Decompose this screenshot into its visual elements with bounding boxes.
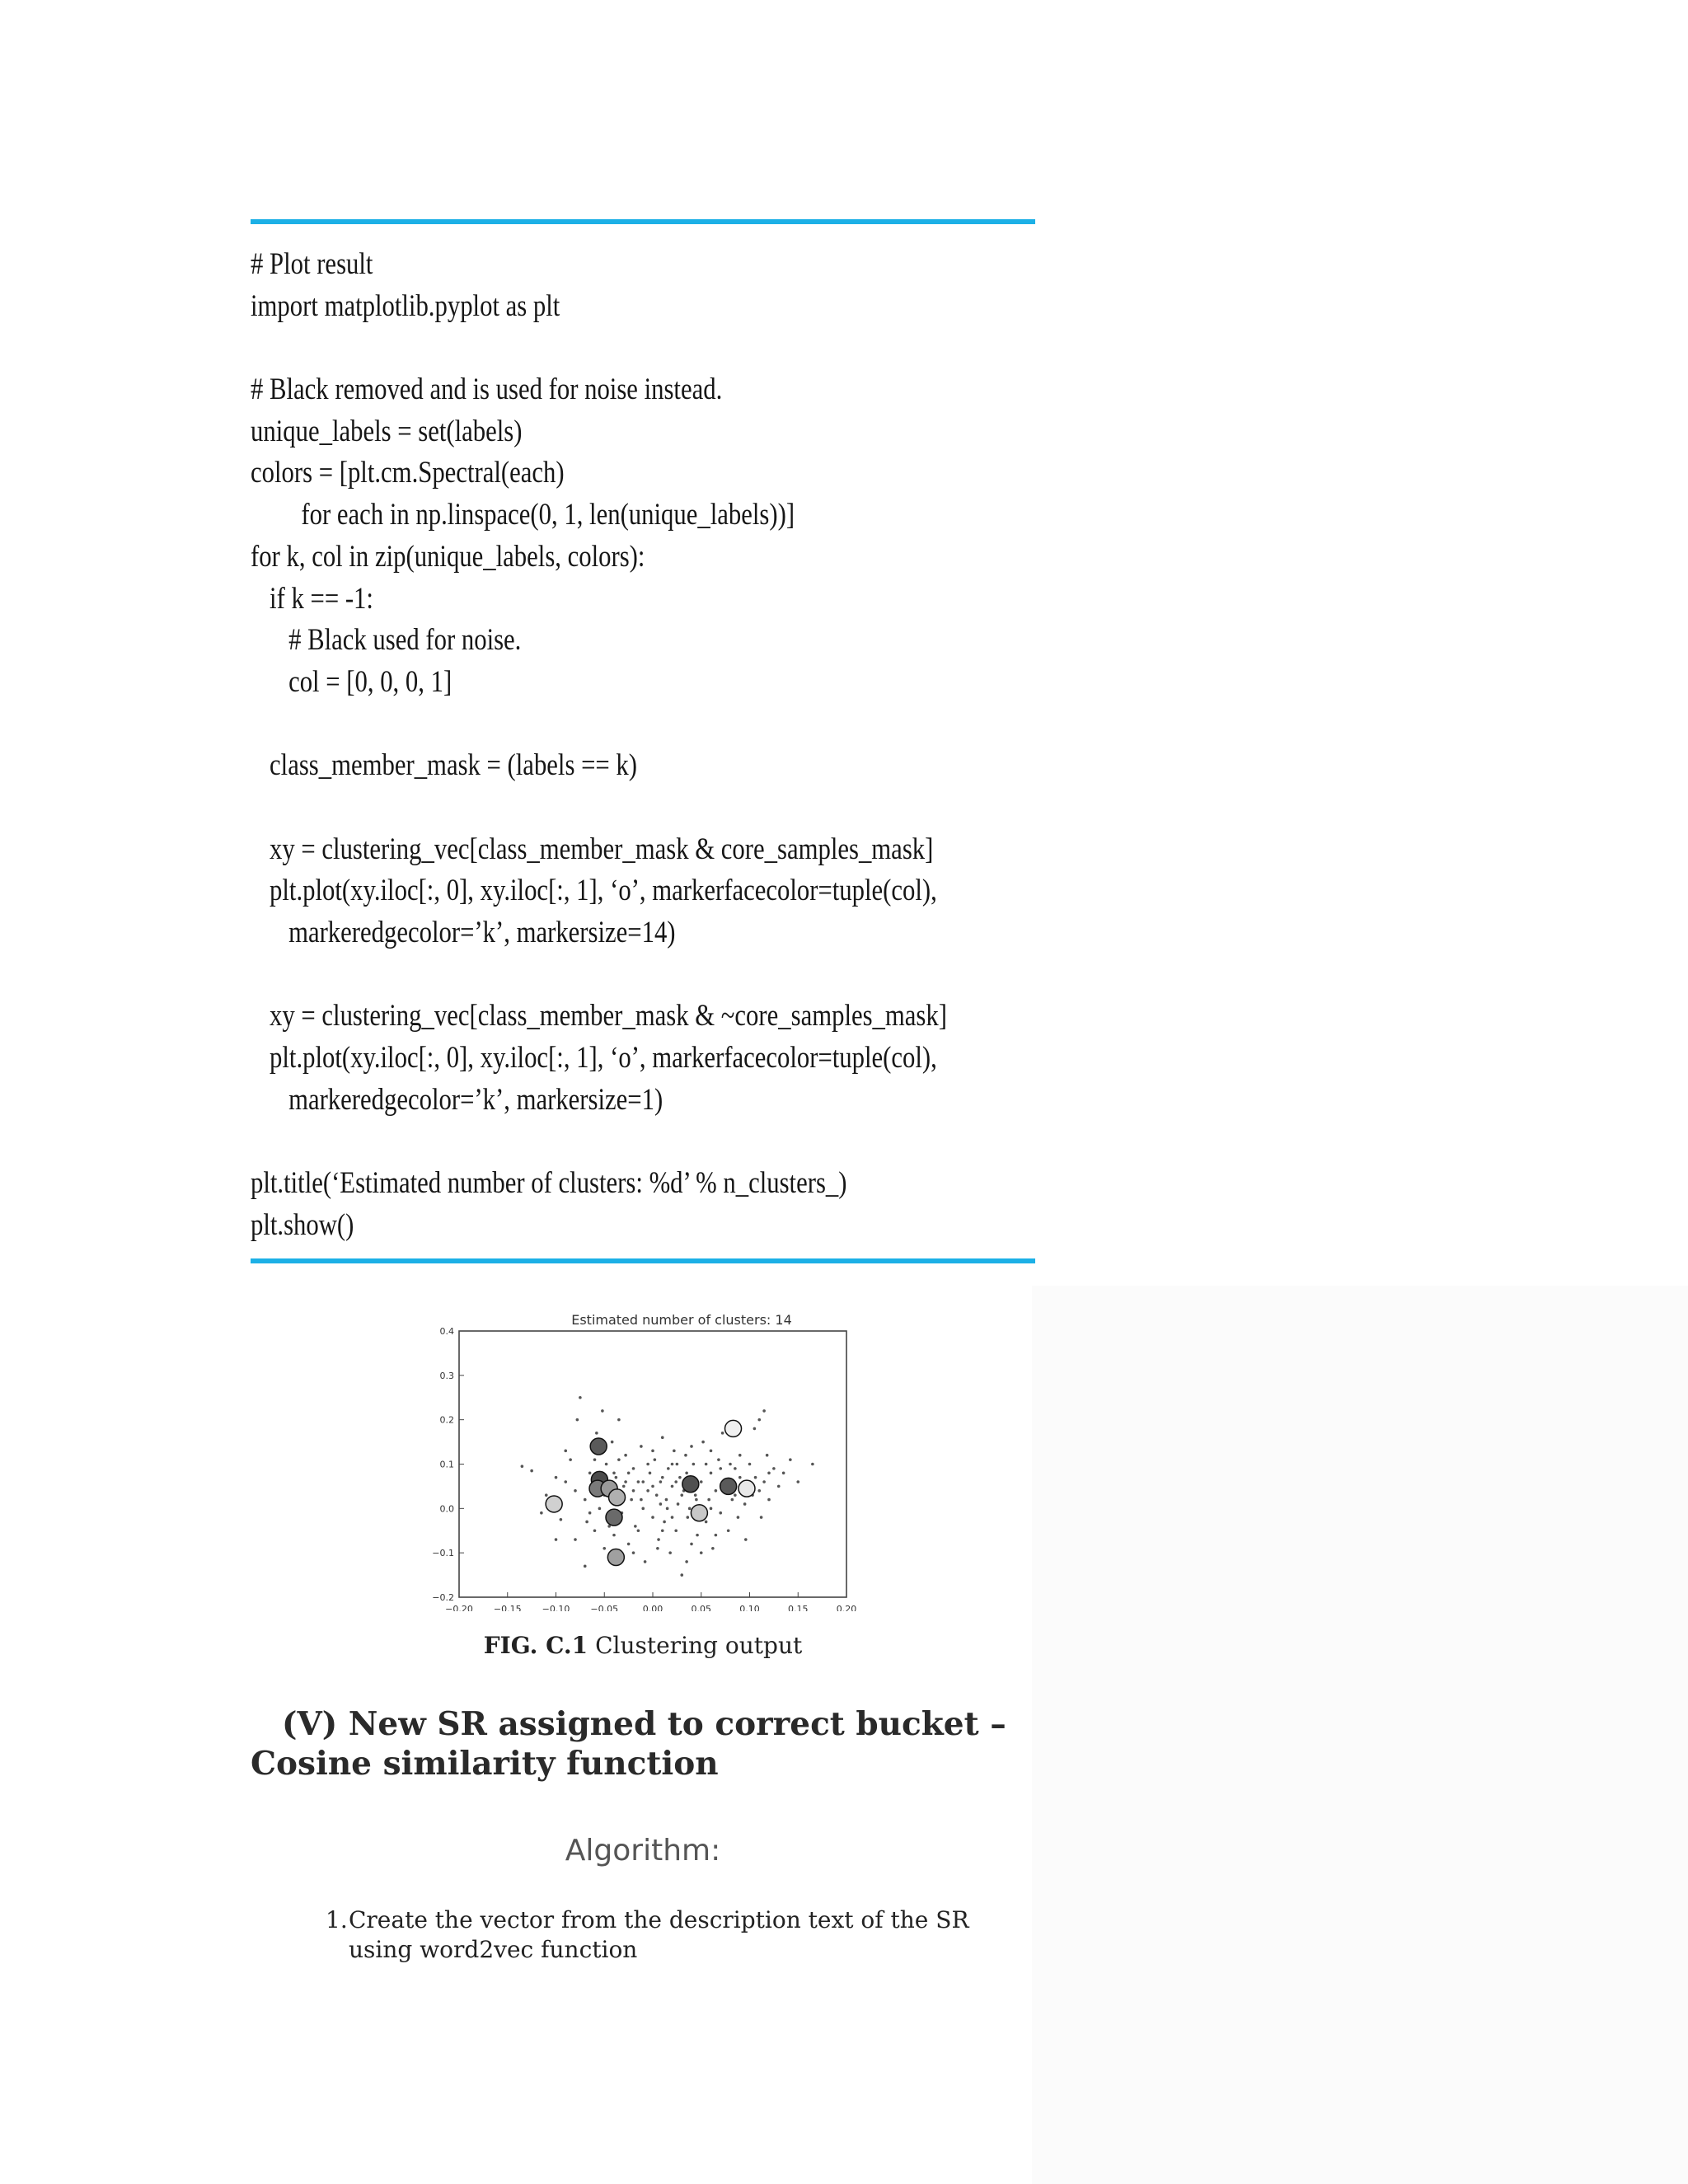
noise-point (545, 1493, 548, 1497)
noise-point (772, 1467, 776, 1470)
noise-point (601, 1409, 604, 1413)
core-point (609, 1489, 626, 1506)
code-line: class_member_mask = (labels == k) (251, 748, 637, 783)
noise-point (665, 1498, 668, 1502)
noise-point (715, 1534, 718, 1537)
x-tick-label: −0.10 (542, 1604, 570, 1611)
noise-point (595, 1432, 598, 1435)
code-line: # Black removed and is used for noise instead. (251, 373, 723, 407)
code-line: unique_labels = set(labels) (251, 414, 523, 448)
noise-point (579, 1396, 582, 1399)
noise-point (668, 1551, 672, 1554)
noise-point (593, 1529, 597, 1532)
core-point (682, 1476, 699, 1493)
y-tick-label: −0.2 (432, 1592, 454, 1603)
noise-point (627, 1543, 631, 1546)
noise-point (555, 1538, 558, 1541)
noise-point (617, 1418, 621, 1422)
noise-point (651, 1516, 654, 1519)
noise-point (701, 1441, 705, 1444)
code-line (251, 327, 907, 369)
code-line: xy = clustering_vec[class_member_mask & ~core_samples_mask] (251, 999, 947, 1033)
noise-point (646, 1489, 649, 1493)
noise-point (663, 1521, 666, 1524)
code-line: for each in np.linspace(0, 1, len(unique_labels))] (251, 498, 795, 532)
noise-point (719, 1467, 722, 1470)
noise-point (710, 1507, 713, 1511)
noise-point (521, 1465, 524, 1468)
noise-point (685, 1560, 688, 1563)
noise-point (576, 1418, 579, 1422)
noise-point (762, 1409, 766, 1413)
noise-point (789, 1458, 792, 1461)
noise-point (646, 1463, 649, 1466)
noise-point (574, 1489, 577, 1493)
noise-point (666, 1507, 669, 1511)
noise-point (757, 1418, 761, 1422)
noise-point (715, 1489, 718, 1493)
x-tick-label: −0.20 (445, 1604, 473, 1611)
noise-point (555, 1476, 558, 1479)
noise-point (796, 1480, 799, 1483)
noise-point (688, 1507, 692, 1511)
noise-point (588, 1471, 592, 1474)
noise-point (661, 1476, 664, 1479)
noise-point (641, 1507, 645, 1511)
figure-caption-text: Clustering output (595, 1632, 803, 1659)
x-tick-label: 0.15 (788, 1604, 809, 1611)
noise-point (721, 1432, 724, 1435)
noise-point (671, 1516, 674, 1519)
code-line (251, 954, 907, 996)
noise-point (564, 1450, 567, 1453)
noise-point (651, 1450, 654, 1453)
figure-caption-label: FIG. C.1 (483, 1632, 588, 1659)
noise-point (678, 1476, 682, 1479)
figure-caption (0, 1632, 1286, 1659)
step-text: Create the vector from the description text of the SR using word2vec function (349, 1906, 969, 1963)
page-background-shade (1032, 1286, 1688, 2184)
y-tick-label: 0.1 (439, 1459, 454, 1470)
noise-point (734, 1493, 737, 1497)
noise-point (690, 1445, 693, 1448)
noise-point (624, 1480, 627, 1483)
noise-point (622, 1485, 626, 1488)
noise-point (593, 1458, 597, 1461)
noise-point (598, 1507, 602, 1511)
noise-point (649, 1471, 652, 1474)
noise-point (637, 1529, 640, 1532)
core-point (691, 1505, 707, 1521)
section-heading: (V) New SR assigned to correct bucket – Cosine similarity function (251, 1705, 1006, 1783)
x-tick-label: 0.05 (691, 1604, 711, 1611)
code-line: import matplotlib.pyplot as plt (251, 288, 560, 323)
core-point (738, 1480, 755, 1497)
code-line: col = [0, 0, 0, 1] (251, 664, 452, 699)
noise-point (677, 1502, 680, 1506)
noise-point (603, 1547, 606, 1550)
noise-point (661, 1529, 664, 1532)
noise-point (717, 1458, 720, 1461)
noise-point (690, 1543, 693, 1546)
core-point (606, 1509, 622, 1526)
noise-point (676, 1463, 679, 1466)
step-number: 1. (326, 1906, 348, 1933)
code-line: # Black used for noise. (251, 623, 522, 658)
noise-point (754, 1476, 757, 1479)
noise-point (632, 1467, 635, 1470)
core-point (546, 1496, 562, 1512)
code-box-bottom-rule (251, 1258, 1035, 1263)
noise-point (671, 1463, 674, 1466)
noise-point (615, 1476, 618, 1479)
code-line: plt.show() (251, 1207, 354, 1242)
noise-point (734, 1467, 737, 1470)
noise-point (685, 1471, 688, 1474)
noise-point (674, 1480, 678, 1483)
code-line: if k == -1: (251, 581, 373, 616)
noise-point (530, 1469, 533, 1473)
noise-point (659, 1480, 663, 1483)
code-line: markeredgecolor=’k’, markersize=1) (251, 1082, 663, 1117)
noise-point (540, 1511, 543, 1515)
noise-point (700, 1551, 703, 1554)
noise-point (644, 1560, 647, 1563)
x-tick-label: 0.00 (642, 1604, 663, 1611)
noise-point (641, 1480, 645, 1483)
code-line: colors = [plt.cm.Spectral(each) (251, 456, 565, 490)
x-tick-label: 0.10 (739, 1604, 760, 1611)
noise-point (637, 1480, 640, 1483)
core-point (725, 1420, 742, 1436)
x-tick-label: −0.05 (590, 1604, 619, 1611)
noise-point (667, 1467, 670, 1470)
noise-point (687, 1516, 690, 1519)
noise-point (705, 1521, 708, 1524)
core-point (607, 1549, 624, 1566)
noise-point (738, 1476, 742, 1479)
noise-point (680, 1573, 683, 1577)
noise-point (564, 1480, 567, 1483)
y-tick-label: 0.3 (439, 1370, 454, 1381)
code-line: plt.title(‘Estimated number of clusters: %d’ % n_clusters_) (251, 1166, 847, 1201)
noise-point (811, 1463, 814, 1466)
noise-point (624, 1454, 627, 1457)
noise-point (584, 1565, 587, 1568)
code-line: for k, col in zip(unique_labels, colors): (251, 539, 645, 574)
algorithm-step (326, 1905, 985, 1965)
y-tick-label: 0.0 (439, 1503, 454, 1515)
algorithm-steps (326, 1905, 985, 1965)
code-box-top-rule (251, 219, 1035, 224)
noise-point (632, 1551, 635, 1554)
noise-point (671, 1485, 674, 1488)
noise-point (612, 1534, 616, 1537)
algorithm-label: Algorithm: (565, 1834, 721, 1868)
noise-point (743, 1502, 747, 1506)
noise-point (673, 1450, 676, 1453)
noise-point (760, 1516, 763, 1519)
code-line: plt.plot(xy.iloc[:, 0], xy.iloc[:, 1], ‘o’, markerfacecolor=tuple(col), (251, 874, 937, 908)
noise-point (605, 1463, 608, 1466)
noise-point (710, 1471, 713, 1474)
noise-point (684, 1454, 687, 1457)
noise-point (588, 1511, 592, 1515)
noise-point (569, 1458, 572, 1461)
noise-point (560, 1518, 563, 1521)
noise-point (632, 1489, 635, 1493)
noise-point (661, 1436, 664, 1439)
noise-point (777, 1485, 781, 1488)
noise-point (767, 1498, 771, 1502)
noise-point (744, 1538, 748, 1541)
noise-point (680, 1493, 683, 1497)
y-tick-label: 0.2 (439, 1414, 454, 1426)
y-tick-label: 0.4 (439, 1326, 454, 1337)
code-line: xy = clustering_vec[class_member_mask & core_samples_mask] (251, 832, 934, 866)
noise-point (574, 1538, 577, 1541)
noise-point (707, 1498, 710, 1502)
noise-point (719, 1511, 722, 1515)
code-listing (251, 244, 947, 1247)
noise-point (731, 1498, 734, 1502)
noise-point (766, 1454, 769, 1457)
noise-point (651, 1485, 654, 1488)
noise-point (655, 1493, 659, 1497)
noise-point (640, 1445, 643, 1448)
noise-point (711, 1547, 715, 1550)
noise-point (617, 1458, 621, 1461)
noise-point (710, 1450, 713, 1453)
noise-point (729, 1463, 732, 1466)
noise-point (612, 1471, 616, 1474)
chart-title: Estimated number of clusters: 14 (571, 1312, 792, 1328)
noise-point (762, 1480, 766, 1483)
noise-point (640, 1498, 643, 1502)
noise-point (782, 1471, 785, 1474)
noise-point (696, 1534, 699, 1537)
noise-point (630, 1498, 633, 1502)
noise-point (753, 1427, 757, 1431)
code-line (251, 787, 907, 829)
noise-point (611, 1441, 614, 1444)
x-tick-label: −0.15 (493, 1604, 522, 1611)
noise-point (659, 1502, 663, 1506)
noise-point (748, 1463, 752, 1466)
code-line: plt.plot(xy.iloc[:, 0], xy.iloc[:, 1], ‘o’, markerfacecolor=tuple(col), (251, 1041, 937, 1076)
noise-point (767, 1471, 771, 1474)
noise-point (674, 1529, 678, 1532)
code-line (251, 704, 907, 746)
code-line: # Plot result (251, 247, 373, 281)
noise-point (738, 1454, 742, 1457)
noise-point (705, 1463, 708, 1466)
core-point (590, 1438, 607, 1455)
x-tick-label: 0.20 (836, 1604, 857, 1611)
noise-point (627, 1471, 631, 1474)
noise-point (700, 1480, 703, 1483)
y-tick-label: −0.1 (432, 1548, 454, 1559)
noise-point (584, 1498, 587, 1502)
noise-point (757, 1489, 761, 1493)
noise-point (654, 1458, 657, 1461)
clustering-scatter-chart (412, 1306, 874, 1611)
noise-point (585, 1521, 588, 1524)
code-line: markeredgecolor=’k’, markersize=14) (251, 916, 676, 949)
plot-frame (459, 1331, 846, 1597)
noise-point (694, 1493, 697, 1497)
noise-point (657, 1538, 660, 1541)
noise-point (692, 1463, 696, 1466)
noise-point (695, 1498, 698, 1502)
noise-point (634, 1525, 637, 1528)
code-line (251, 1121, 907, 1163)
noise-point (727, 1529, 730, 1532)
core-point (720, 1478, 737, 1494)
noise-point (656, 1547, 659, 1550)
noise-point (737, 1516, 740, 1519)
